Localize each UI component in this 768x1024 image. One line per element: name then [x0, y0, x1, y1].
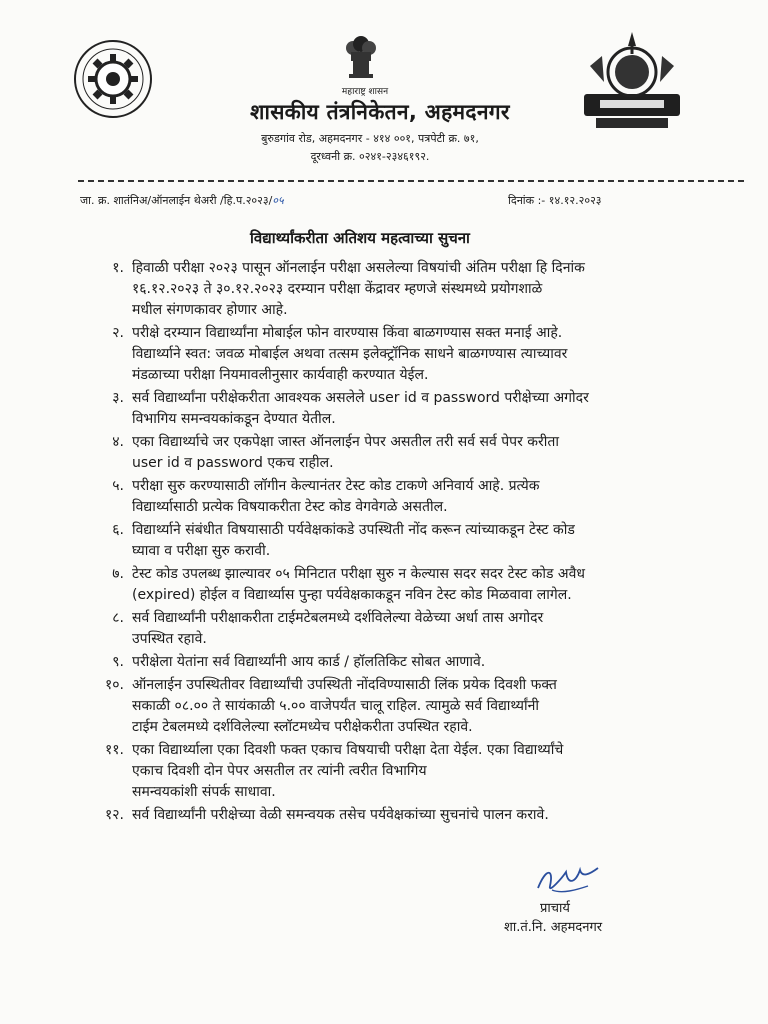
institute-name: शासकीय तंत्रनिकेतन, अहमदनगर [250, 100, 510, 124]
instruction-item [86, 652, 758, 673]
instruction-line: समन्वयकांशी संपर्क साधावा. [132, 784, 276, 800]
instruction-number: ९. [112, 654, 124, 670]
reference-number-prefix: जा. क्र. शातंनिअ/ऑनलाईन थेअरी /हि.प.२०२३/ [80, 194, 273, 207]
instruction-item [86, 520, 758, 562]
instruction-item [86, 258, 758, 321]
instruction-text [132, 476, 758, 518]
instruction-line: परीक्षेला येतांना सर्व विद्यार्थ्यांनी आय कार्ड / हॉलतिकिट सोबत आणावे. [132, 654, 486, 670]
instruction-line: सर्व विद्यार्थ्यांना परीक्षेकरीता आवश्यक असलेले user id व password परीक्षेच्या अगोदर [132, 390, 589, 406]
reference-number-handwritten: ०५ [272, 194, 284, 207]
instruction-number: १२. [104, 807, 124, 823]
government-label: महाराष्ट्र शासन [341, 87, 389, 97]
instruction-text [132, 805, 758, 826]
instruction-item [86, 388, 758, 430]
instruction-line: १६.१२.२०२३ ते ३०.१२.२०२३ दरम्यान परीक्षा केंद्रावर म्हणजे संस्थमध्ये प्रयोगशाळे [132, 281, 543, 297]
instruction-line: एका विद्यार्थ्याचे जर एकपेक्षा जास्त ऑनलाईन पेपर असतील तरी सर्व सर्व पेपर करीता [132, 434, 559, 450]
instruction-number: ७. [112, 566, 124, 582]
instruction-text [132, 652, 758, 673]
instruction-line: विभागिय समन्वयकांकडून देण्यात येतील. [132, 411, 336, 427]
instruction-line: सर्व विद्यार्थ्यांनी परीक्षेच्या वेळी समन्वयक तसेच पर्यवेक्षकांच्या सुचनांचे पालन करावे. [132, 807, 549, 823]
instruction-text [132, 388, 758, 430]
instruction-line: मधील संगणकावर होणार आहे. [132, 302, 288, 318]
instruction-number: १०. [104, 677, 124, 693]
instruction-line: हिवाळी परीक्षा २०२३ पासून ऑनलाईन परीक्षा असलेल्या विषयांची अंतिम परीक्षा हि दिनांक [132, 260, 585, 276]
instruction-number: ६. [112, 522, 124, 538]
instruction-line: टेस्ट कोड उपलब्ध झाल्यावर ०५ मिनिटात परीक्षा सुरु न केल्यास सदर सदर टेस्ट कोड अवैध [132, 566, 586, 582]
instruction-line: user id व password एकच राहील. [132, 455, 334, 471]
instruction-line: विद्यार्थ्यासाठी प्रत्येक विषयाकरीता टेस्ट कोड वेगवेगळे असतील. [132, 499, 448, 515]
handwritten-signature-icon [532, 860, 604, 900]
instruction-number: ४. [112, 434, 124, 450]
signatory-title: प्राचार्य [540, 901, 570, 916]
instruction-text [132, 608, 758, 650]
instruction-text [132, 564, 758, 606]
instruction-line: (expired) होईल व विद्यार्थ्यास पुन्हा पर्यवेक्षकाकडून नविन टेस्ट कोड मिळवावा लागेल. [132, 587, 572, 603]
reference-date: दिनांक :- १४.१२.२०२३ [508, 194, 602, 207]
address-line-2: दूरध्वनी क्र. ०२४१-२३४६१९२. [310, 150, 430, 163]
instruction-item [86, 323, 758, 386]
instruction-number: ११. [104, 742, 124, 758]
instruction-line: उपस्थित रहावे. [132, 631, 207, 647]
instruction-text [132, 675, 758, 738]
instruction-item [86, 432, 758, 474]
instruction-line: परीक्षे दरम्यान विद्यार्थ्यांना मोबाईल फोन वारण्यास किंवा बाळगण्यास सक्त मनाई आहे. [132, 325, 563, 341]
instruction-list [86, 258, 758, 828]
instruction-item [86, 476, 758, 518]
instruction-item [86, 564, 758, 606]
instruction-line: टाईम टेबलमध्ये दर्शविलेल्या स्लॉटमध्येच परीक्षेकरीता उपस्थित रहावे. [132, 719, 473, 735]
instruction-number: ८. [112, 610, 124, 626]
instruction-number: १. [112, 260, 124, 276]
reference-number [80, 193, 284, 208]
instruction-number: २. [112, 325, 124, 341]
instruction-line: विद्यार्थ्याने स्वत: जवळ मोबाईल अथवा तत्सम इलेक्ट्रॉनिक साधने बाळगण्यास त्याच्यावर [132, 346, 568, 362]
state-emblem-icon [338, 34, 384, 82]
instruction-number: ५. [112, 478, 124, 494]
instruction-text [132, 323, 758, 386]
instruction-text [132, 520, 758, 562]
instruction-line: घ्यावा व परीक्षा सुरु करावी. [132, 543, 271, 559]
instruction-text [132, 432, 758, 474]
instruction-line: परीक्षा सुरु करण्यासाठी लॉगीन केल्यानंतर टेस्ट कोड टाकणे अनिवार्य आहे. प्रत्येक [132, 478, 540, 494]
instruction-line: ऑनलाईन उपस्थितीवर विद्यार्थ्यांची उपस्थिती नोंदविण्यासाठी लिंक प्रयेक दिवशी फक्त [132, 677, 557, 693]
institute-address [150, 130, 590, 166]
instruction-item [86, 805, 758, 826]
institute-logo-icon [72, 38, 154, 120]
instruction-text [132, 258, 758, 321]
header-divider [78, 180, 744, 182]
address-line-1: बुरुडगांव रोड, अहमदनगर - ४१४ ००१, पत्रपेटी क्र. ७१, [261, 132, 479, 145]
instruction-line: सकाळी ०८.०० ते सायंकाळी ५.०० वाजेपर्यंत चालू राहिल. त्यामुळे सर्व विद्यार्थ्यांनी [132, 698, 539, 714]
instruction-text [132, 740, 758, 803]
instruction-item [86, 740, 758, 803]
instruction-item [86, 608, 758, 650]
instruction-item [86, 675, 758, 738]
notice-heading: विद्यार्थ्यांकरीता अतिशय महत्वाच्या सुचना [250, 229, 470, 247]
instruction-number: ३. [112, 390, 124, 406]
instruction-line: मंडळाच्या परीक्षा नियमावलीनुसार कार्यवाही करण्यात येईल. [132, 367, 429, 383]
instruction-line: एका विद्यार्थ्याला एका दिवशी फक्त एकाच विषयाची परीक्षा देता येईल. एका विद्यार्थ्यांचे [132, 742, 564, 758]
signatory-institute: शा.तं.नि. अहमदनगर [504, 920, 603, 935]
state-seal-icon [576, 28, 688, 130]
instruction-line: विद्यार्थ्याने संबंधीत विषयासाठी पर्यवेक्षकांकडे उपस्थिती नोंद करून त्यांच्याकडून टेस्ट कोड [132, 522, 575, 538]
instruction-line: सर्व विद्यार्थ्यांनी परीक्षाकरीता टाईमटेबलमध्ये दर्शविलेल्या वेळेच्या अर्धा तास अगोदर [132, 610, 544, 626]
instruction-line: एकाच दिवशी दोन पेपर असतील तर त्यांनी त्वरीत विभागिय [132, 763, 427, 779]
